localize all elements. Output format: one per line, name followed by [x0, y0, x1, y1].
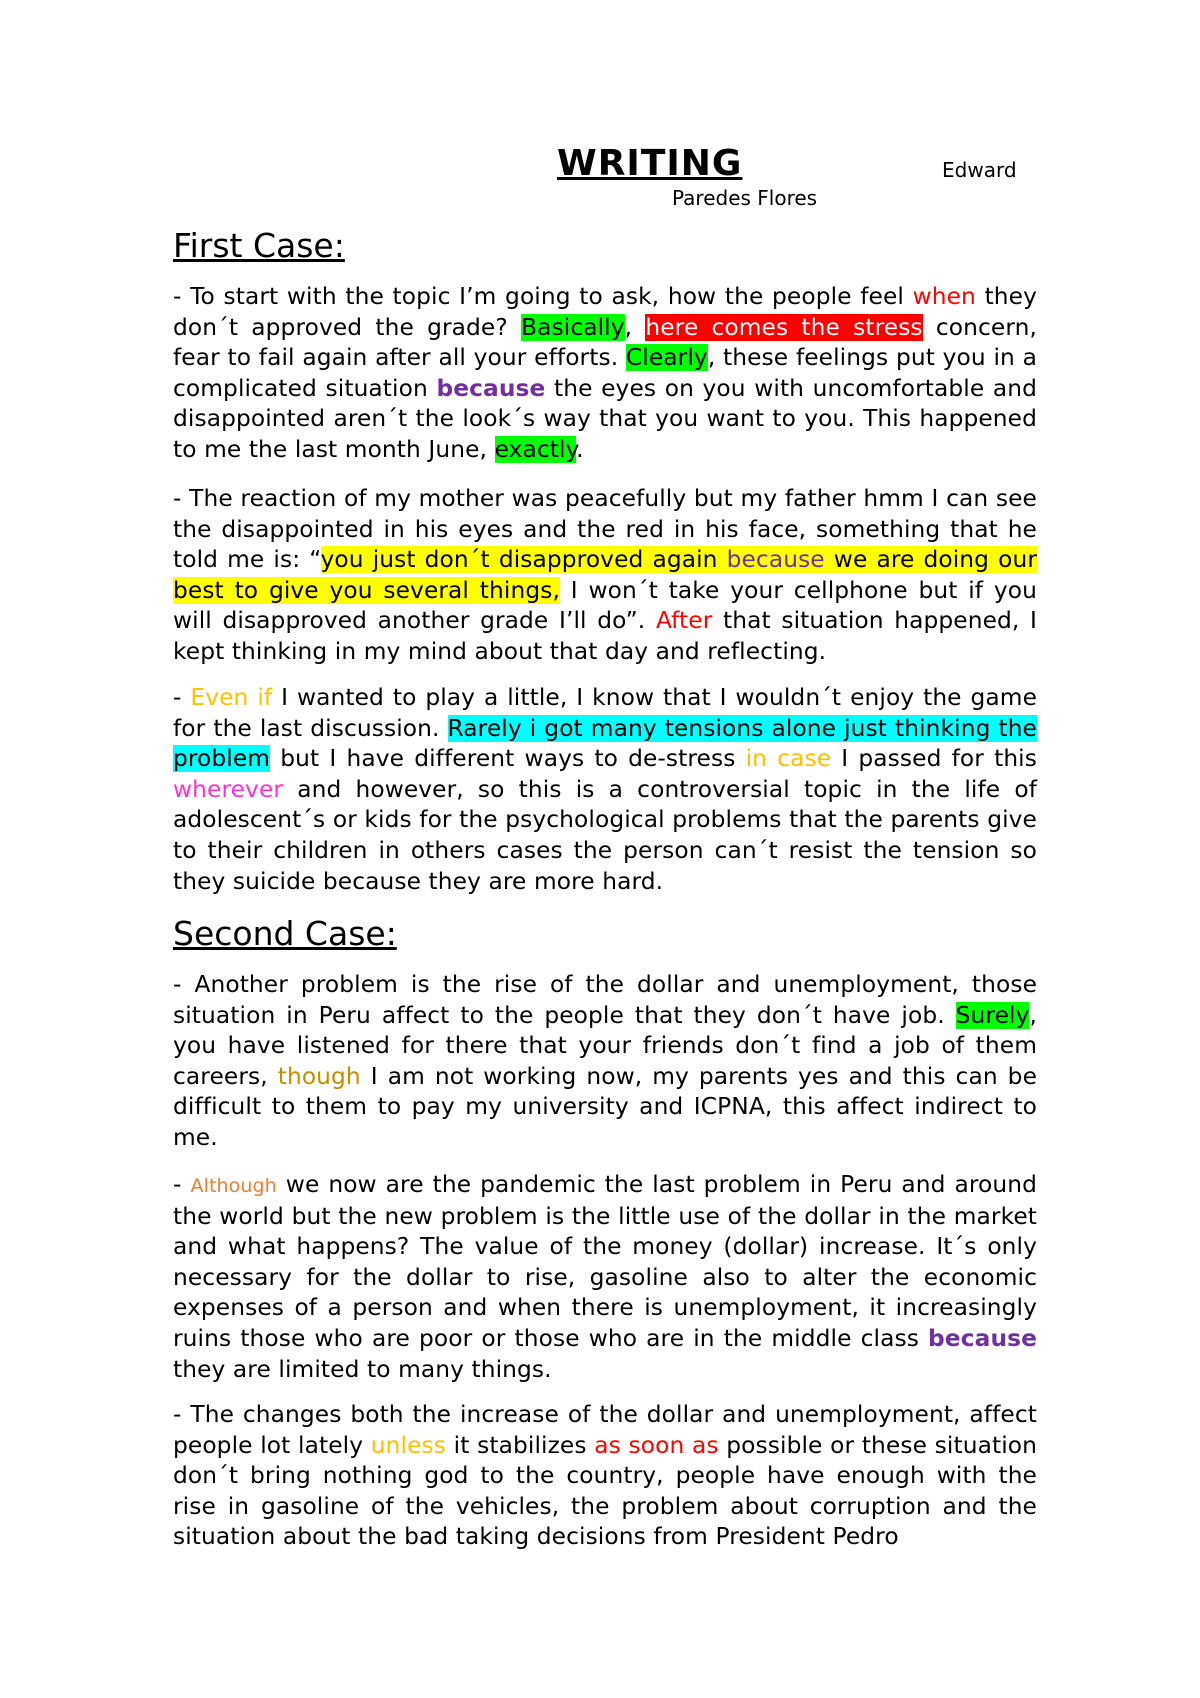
connector-when: when [912, 283, 976, 310]
text-run: concern, fear to fail again after all your efforts. [173, 313, 1037, 372]
first-case-paragraph-1 [173, 282, 1037, 466]
text-run: I passed for this [831, 745, 1037, 773]
text-run: I wanted to play a little, I know that I wouldn´t enjoy the game for the last discussion. [173, 684, 1038, 742]
text-run: I am not working now, my parents yes and this can be difficult to them to pay my university and ICPNA, this affect indirect to me. [173, 1062, 1037, 1151]
text-run: possible or these situation don´t bring nothing god to the country, people have enough with the rise in gasoline of the vehicles, the problem about corruption and the situation about the bad taking decisions from President Pedro [173, 1431, 1037, 1551]
second-case-paragraph-3 [173, 1400, 1037, 1553]
text-run: and however, so this is a controversial topic in the life of adolescent´s or kids for the psychological problems that the parents give to their children in others cases the person can´t resist the tension so they suicide because they are more hard. [173, 775, 1037, 895]
text-run: they are limited to many things. [173, 1355, 552, 1383]
author-first-name: Edward [942, 158, 1017, 182]
connector-even-if: Even if [190, 684, 273, 711]
text-run: - The reaction of my mother was peacefully but my father hmm I can see the disappointed in his eyes and the red in his face, something that he told me is: “ [173, 485, 1037, 574]
second-case-paragraph-2 [173, 1170, 1037, 1385]
highlight-quote: we are doing our best to give you several things, [173, 546, 1037, 604]
author-last-name: Paredes Flores [672, 186, 818, 210]
highlight-surely: Surely [955, 1001, 1030, 1029]
text-run: we now are the pandemic the last problem in Peru and around the world but the new problem is the little use of the dollar in the market and what happens? The value of the money (dollar) increase. It´s only necessary for the dollar to rise, gasoline also to alter the economic expenses of a person and when there is unemployment, it increasingly ruins those who are poor or those who are in the middle class [173, 1171, 1038, 1352]
first-case-paragraph-2 [173, 484, 1037, 668]
connector-because: because [436, 374, 546, 402]
connector-as-soon-as: as soon as [594, 1431, 719, 1459]
highlight-basically: Basically [521, 313, 625, 341]
connector-because: because [928, 1324, 1037, 1352]
connector-wherever: wherever [173, 775, 284, 803]
text-run: , you have listened for there that your friends don´t find a job of them careers, [173, 1001, 1037, 1090]
text-run: . [576, 435, 584, 463]
highlight-quote: you just don´t disapproved again [320, 546, 727, 574]
text-run: I won´t take your cellphone but if you will disapproved another grade I’ll do”. [173, 576, 1037, 635]
second-case-heading: Second Case: [173, 914, 397, 953]
text-run: - The changes both the increase of the dollar and unemployment, affect people lot lately [173, 1401, 1037, 1459]
text-run: , [624, 313, 646, 341]
text-run: , these feelings put you in a complicated situation [173, 344, 1037, 402]
first-case-paragraph-3 [173, 683, 1037, 897]
highlight-rarely: Rarely i got many tensions alone just thinking the problem [173, 714, 1037, 773]
connector-because: because [726, 546, 825, 574]
text-run: - [173, 1171, 191, 1198]
connector-after: After [655, 607, 713, 635]
text-run: that situation happened, I kept thinking in my mind about that day and reflecting. [173, 607, 1037, 665]
connector-although: Although [190, 1175, 277, 1197]
connector-though: though [277, 1062, 361, 1090]
text-run: but I have different ways to de-stress [270, 745, 746, 773]
connector-unless: unless [370, 1431, 447, 1459]
connector-in-case: in case [745, 745, 832, 773]
highlight-clearly: Clearly [625, 344, 708, 372]
text-run: - [173, 684, 191, 711]
first-case-heading: First Case: [173, 226, 345, 265]
document-title: WRITING [557, 143, 743, 184]
text-run: it stabilizes [446, 1431, 595, 1459]
highlight-exactly: exactly [494, 435, 577, 463]
second-case-paragraph-1 [173, 970, 1037, 1154]
text-run: they don´t approved the grade? [173, 283, 1037, 341]
text-run: - To start with the topic I’m going to ask, how the people feel [173, 283, 913, 310]
text-run: the eyes on you with uncomfortable and disappointed aren´t the look´s way that you want to you. This happened to me the last month June, [173, 374, 1037, 463]
highlight-stress: here comes the stress [645, 313, 923, 341]
text-run: - Another problem is the rise of the dollar and unemployment, those situation in Peru affect to the people that they don´t have job. [173, 971, 1037, 1029]
